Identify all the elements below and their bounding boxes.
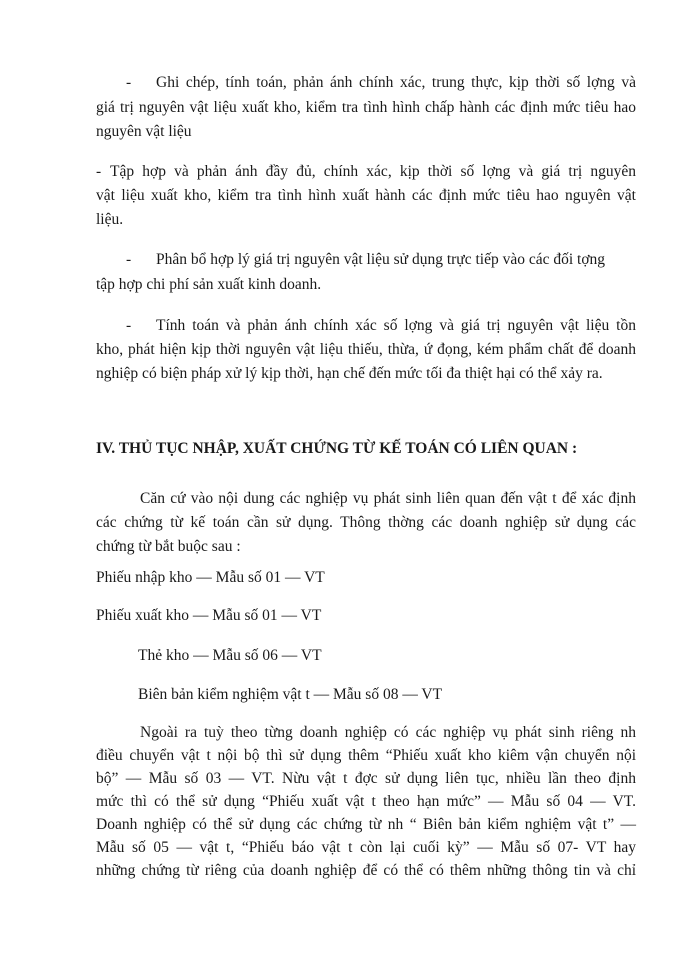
form-item: Thẻ kho — Mẫu số 06 — VT [138, 647, 322, 664]
section-heading: IV. THỦ TỤC NHẬP, XUẤT CHỨNG TỪ KẾ TOÁN CÓ LIÊN QUAN : [96, 440, 578, 457]
form-item: Biên bản kiểm nghiệm vật t — Mẫu số 08 — VT [138, 686, 443, 703]
form-item: Phiếu nhập kho — Mẫu số 01 — VT [96, 569, 325, 586]
bullet-1-line-1: - Ghi chép, tính toán, phản ánh chính xác, trung thực, kịp thời số lợng và [96, 73, 636, 93]
final-line-1: Ngoài ra tuỳ theo từng doanh nghiệp có các nghiệp vụ phát sinh riêng nh [140, 724, 636, 741]
bullet-2-line-3: liệu. [96, 211, 124, 228]
final-line-3: bộ” — Mẫu số 03 — VT. Nừu vật t đợc sử dụng liên tục, nhiều lần theo định [96, 770, 636, 787]
bullet-dash: - [126, 251, 132, 268]
bullet-1-line-3: nguyên vật liệu [96, 123, 192, 140]
final-line-4: mức thì có thể sử dụng “Phiếu xuất vật t theo hạn mức” — Mẫu số 04 — VT. [96, 793, 636, 810]
bullet-3-line-1: - Phân bổ hợp lý giá trị nguyên vật liệu sử dụng trực tiếp vào các đối tợng [96, 250, 636, 270]
bullet-4-line-3: nghiệp có biện pháp xử lý kịp thời, hạn chế đến mức tối đa thiệt hại có thể xảy ra. [96, 365, 603, 382]
bullet-dash: - [96, 163, 102, 180]
final-line-7: những chứng từ riêng của doanh nghiệp để có thể có thêm những thông tin và chỉ [96, 862, 636, 879]
intro-line-1: Căn cứ vào nội dung các nghiệp vụ phát sinh liên quan đến vật t để xác định [140, 490, 636, 507]
bullet-2-line-1: - Tập hợp và phản ánh đầy đủ, chính xác, kịp thời số lợng và giá trị nguyên [96, 163, 636, 180]
bullet-1-line-2: giá trị nguyên vật liệu xuất kho, kiểm tra tình hình chấp hành các định mức tiêu hao [96, 99, 636, 116]
form-item: Phiếu xuất kho — Mẫu số 01 — VT [96, 607, 322, 624]
bullet-2-line-2: vật liệu xuất kho, kiểm tra tình hình xuất hành các định mức tiêu hao nguyên vật [96, 187, 636, 204]
bullet-4-line-2: kho, phát hiện kịp thời nguyên vật liệu thiếu, thừa, ứ đọng, kém phẩm chất để doanh [96, 341, 636, 358]
bullet-3-line-2: tập hợp chi phí sản xuất kinh doanh. [96, 276, 322, 293]
intro-line-3: chứng từ bắt buộc sau : [96, 538, 241, 555]
bullet-dash: - [126, 74, 132, 91]
bullet-4-line-1: - Tính toán và phản ánh chính xác số lợng và giá trị nguyên vật liệu tồn [96, 316, 636, 336]
final-line-6: Mẫu số 05 — vật t, “Phiếu báo vật t còn lại cuối kỳ” — Mẫu số 07- VT hay [96, 839, 636, 856]
bullet-dash: - [126, 317, 132, 334]
intro-line-2: các chứng từ kế toán cần sử dụng. Thông thờng các doanh nghiệp sử dụng các [96, 514, 636, 531]
final-line-2: điều chuyển vật t nội bộ thì sử dụng thêm “Phiếu xuất kho kiêm vận chuyển nội [96, 747, 636, 764]
final-line-5: Doanh nghiệp có thể sử dụng các chứng từ nh “ Biên bản kiểm nghiệm vật t” — [96, 816, 636, 833]
